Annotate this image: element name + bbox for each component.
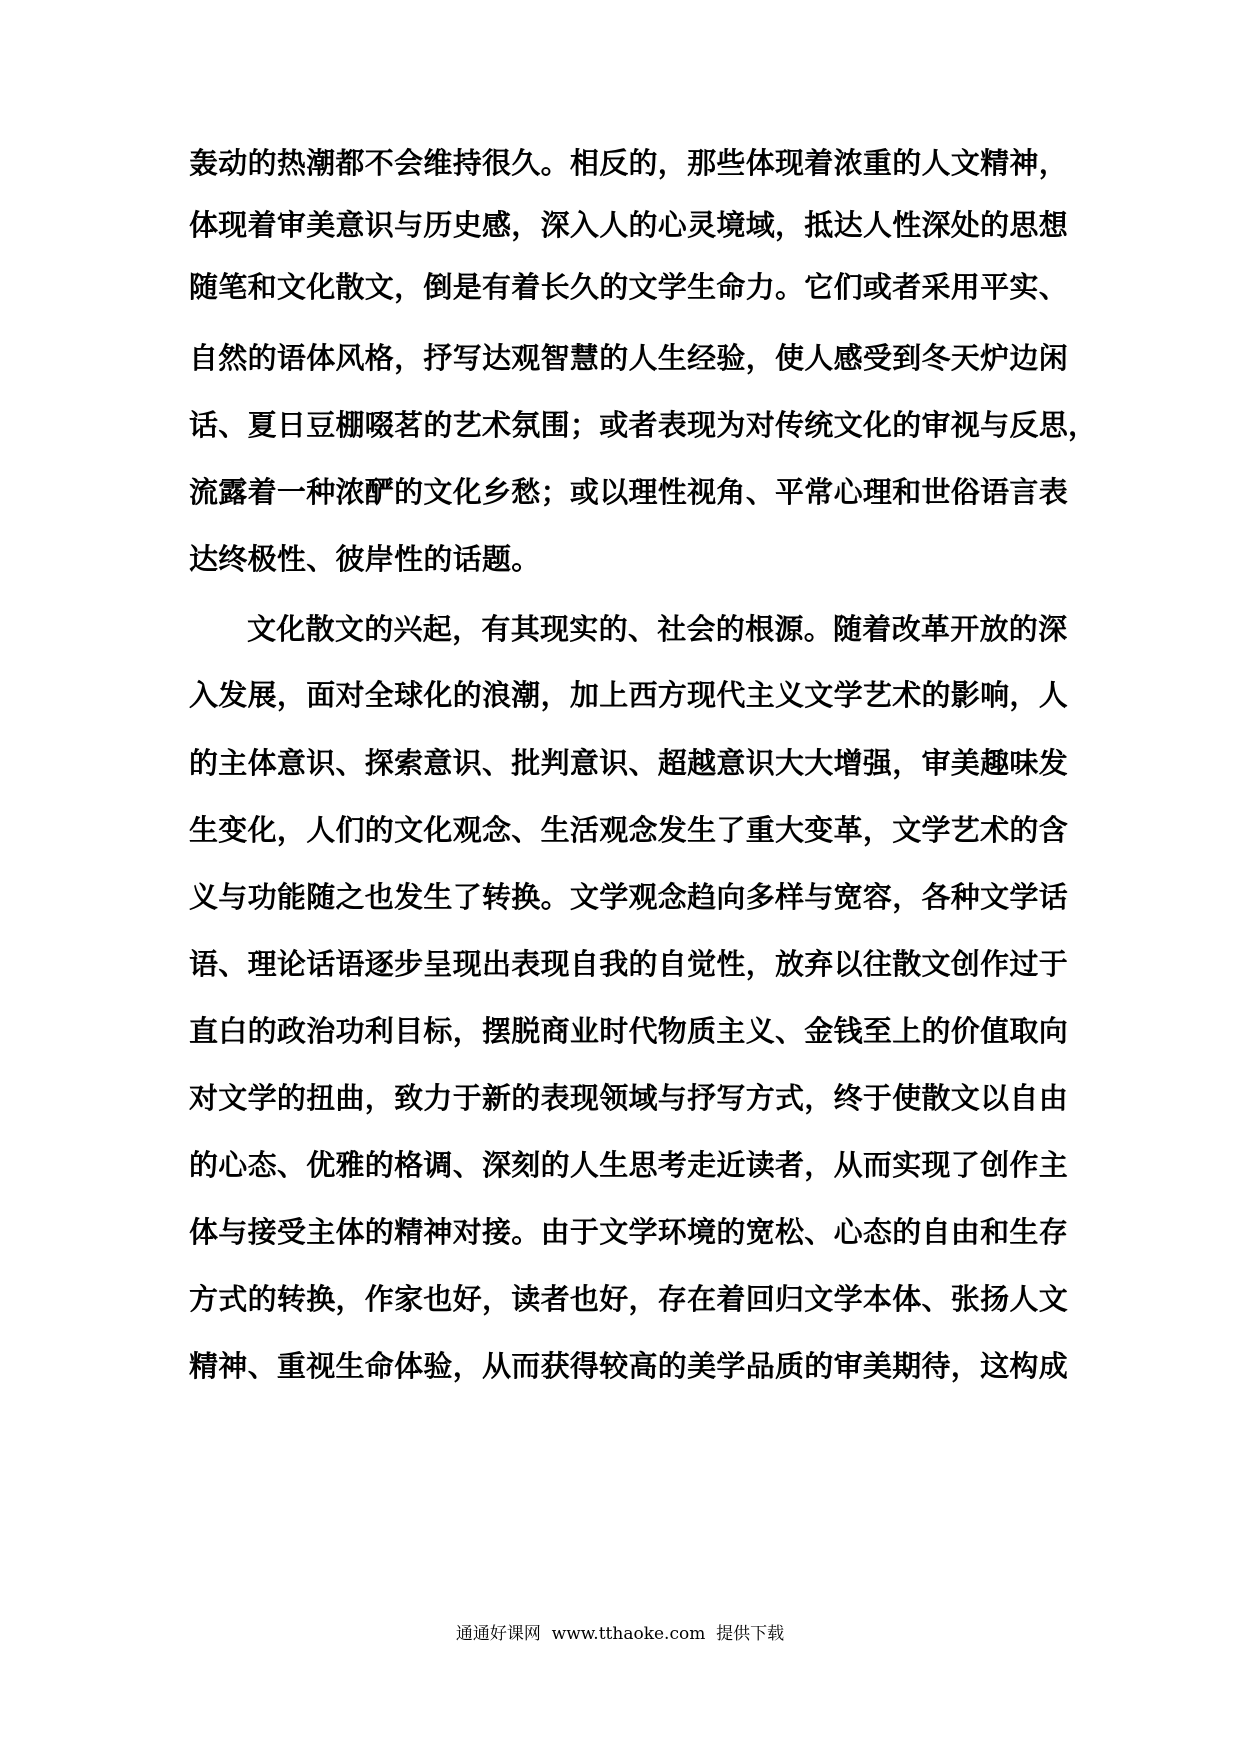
text-line: 生变化，人们的文化观念、生活观念发生了重大变革，文学艺术的含 xyxy=(189,813,1069,847)
text-line: 体现着审美意识与历史感，深入人的心灵境域，抵达人性深处的思想 xyxy=(189,208,1069,242)
text-line: 义与功能随之也发生了转换。文学观念趋向多样与宽容，各种文学话 xyxy=(189,880,1069,914)
text-line: 方式的转换，作家也好，读者也好，存在着回归文学本体、张扬人文 xyxy=(189,1282,1069,1316)
text-line: 直白的政治功利目标，摆脱商业时代物质主义、金钱至上的价值取向 xyxy=(189,1014,1069,1048)
text-line: 体与接受主体的精神对接。由于文学环境的宽松、心态的自由和生存 xyxy=(189,1215,1069,1249)
text-line: 语、理论话语逐步呈现出表现自我的自觉性，放弃以往散文创作过于 xyxy=(189,947,1069,981)
text-line: 的心态、优雅的格调、深刻的人生思考走近读者，从而实现了创作主 xyxy=(189,1148,1069,1182)
text-line: 流露着一种浓酽的文化乡愁；或以理性视角、平常心理和世俗语言表 xyxy=(189,475,1069,509)
footer-source-note: 通通好课网 www.tthaoke.com 提供下载 xyxy=(455,1624,785,1644)
text-line: 随笔和文化散文，倒是有着长久的文学生命力。它们或者采用平实、 xyxy=(189,270,1069,304)
text-line: 达终极性、彼岸性的话题。 xyxy=(189,542,541,576)
text-line: 入发展，面对全球化的浪潮，加上西方现代主义文学艺术的影响，人 xyxy=(189,678,1069,712)
text-line: 轰动的热潮都不会维持很久。相反的，那些体现着浓重的人文精神， xyxy=(189,146,1069,180)
paragraph-first-line: 文化散文的兴起，有其现实的、社会的根源。随着改革开放的深 xyxy=(247,612,1068,646)
text-line: 话、夏日豆棚啜茗的艺术氛围；或者表现为对传统文化的审视与反思， xyxy=(189,408,1098,442)
text-line: 精神、重视生命体验，从而获得较高的美学品质的审美期待，这构成 xyxy=(189,1349,1069,1383)
text-line: 自然的语体风格，抒写达观智慧的人生经验，使人感受到冬天炉边闲 xyxy=(189,341,1069,375)
text-line: 的主体意识、探索意识、批判意识、超越意识大大增强，审美趣味发 xyxy=(189,746,1069,780)
text-line: 对文学的扭曲，致力于新的表现领域与抒写方式，终于使散文以自由 xyxy=(189,1081,1069,1115)
